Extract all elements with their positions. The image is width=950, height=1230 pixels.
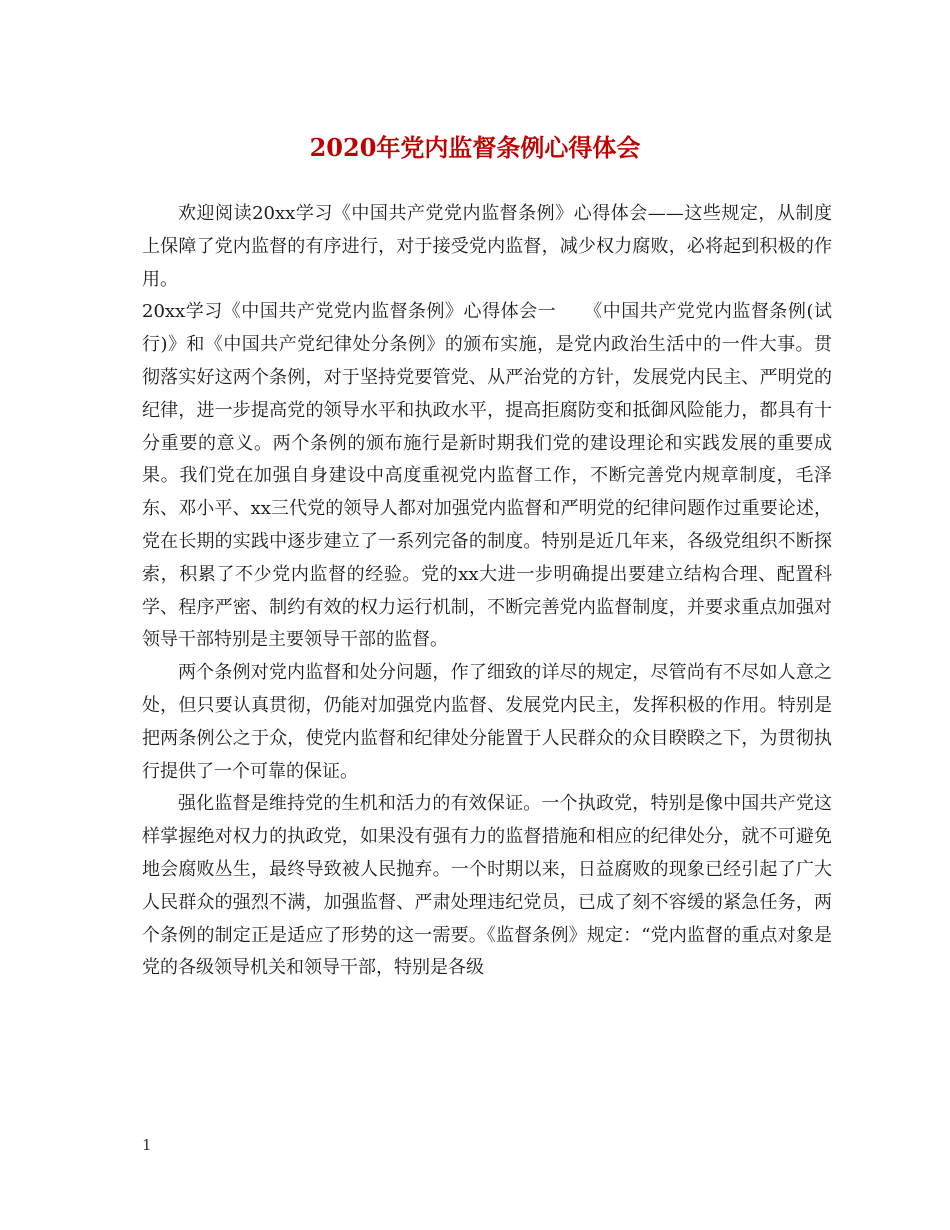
paragraph-section-one: 20xx学习《中国共产党党内监督条例》心得体会一 《中国共产党党内监督条例(试行)》和《中国共产党纪律处分条例》的颁布实施，是党内政治生活中的一件大事。贯彻落实好这两个条例，对于坚持党要管党、从严治党的方针，发展党内民主、严明党的纪律，进一步提高党的领导水平和执政水平，提高拒腐防变和抵御风险能力，都具有十分重要的意义。两个条例的颁布施行是新时期我们党的建设理论和实践发展的重要成果。我们党在加强自身建设中高度重视党内监督工作，不断完善党内规章制度，毛泽东、邓小平、xx三代党的领导人都对加强党内监督和严明党的纪律问题作过重要论述，党在长期的实践中逐步建立了一系列完备的制度。特别是近几年来，各级党组织不断探索，积累了不少党内监督的经验。党的xx大进一步明确提出要建立结构合理、配置科学、程序严密、制约有效的权力运行机制，不断完善党内监督制度，并要求重点加强对领导干部特别是主要领导干部的监督。 bbox=[142, 301, 832, 651]
paragraph-two-regulations: 两个条例对党内监督和处分问题，作了细致的详尽的规定，尽管尚有不尽如人意之处，但只要认真贯彻，仍能对加强党内监督、发展党内民主，发挥积极的作用。特别是把两条例公之于众，使党内监督和纪律处分能置于人民群众的众目睽睽之下，为贯彻执行提供了一个可靠的保证。 bbox=[142, 662, 832, 782]
paragraph-intro: 欢迎阅读20xx学习《中国共产党党内监督条例》心得体会——这些规定，从制度上保障了党内监督的有序进行，对于接受党内监督，减少权力腐败，必将起到积极的作用。 bbox=[142, 203, 832, 290]
document-body bbox=[142, 198, 832, 985]
page-number: 1 bbox=[142, 1136, 152, 1154]
paragraph-strengthen-supervision: 强化监督是维持党的生机和活力的有效保证。一个执政党，特别是像中国共产党这样掌握绝对权力的执政党，如果没有强有力的监督措施和相应的纪律处分，就不可避免地会腐败丛生，最终导致被人民抛弃。一个时期以来，日益腐败的现象已经引起了广大人民群众的强烈不满，加强监督、严肃处理违纪党员，已成了刻不容缓的紧急任务，两个条例的制定正是适应了形势的这一需要。《监督条例》规定：“党内监督的重点对象是党的各级领导机关和领导干部，特别是各级 bbox=[142, 793, 832, 979]
document-title: 2020年党内监督条例心得体会 bbox=[309, 133, 641, 162]
